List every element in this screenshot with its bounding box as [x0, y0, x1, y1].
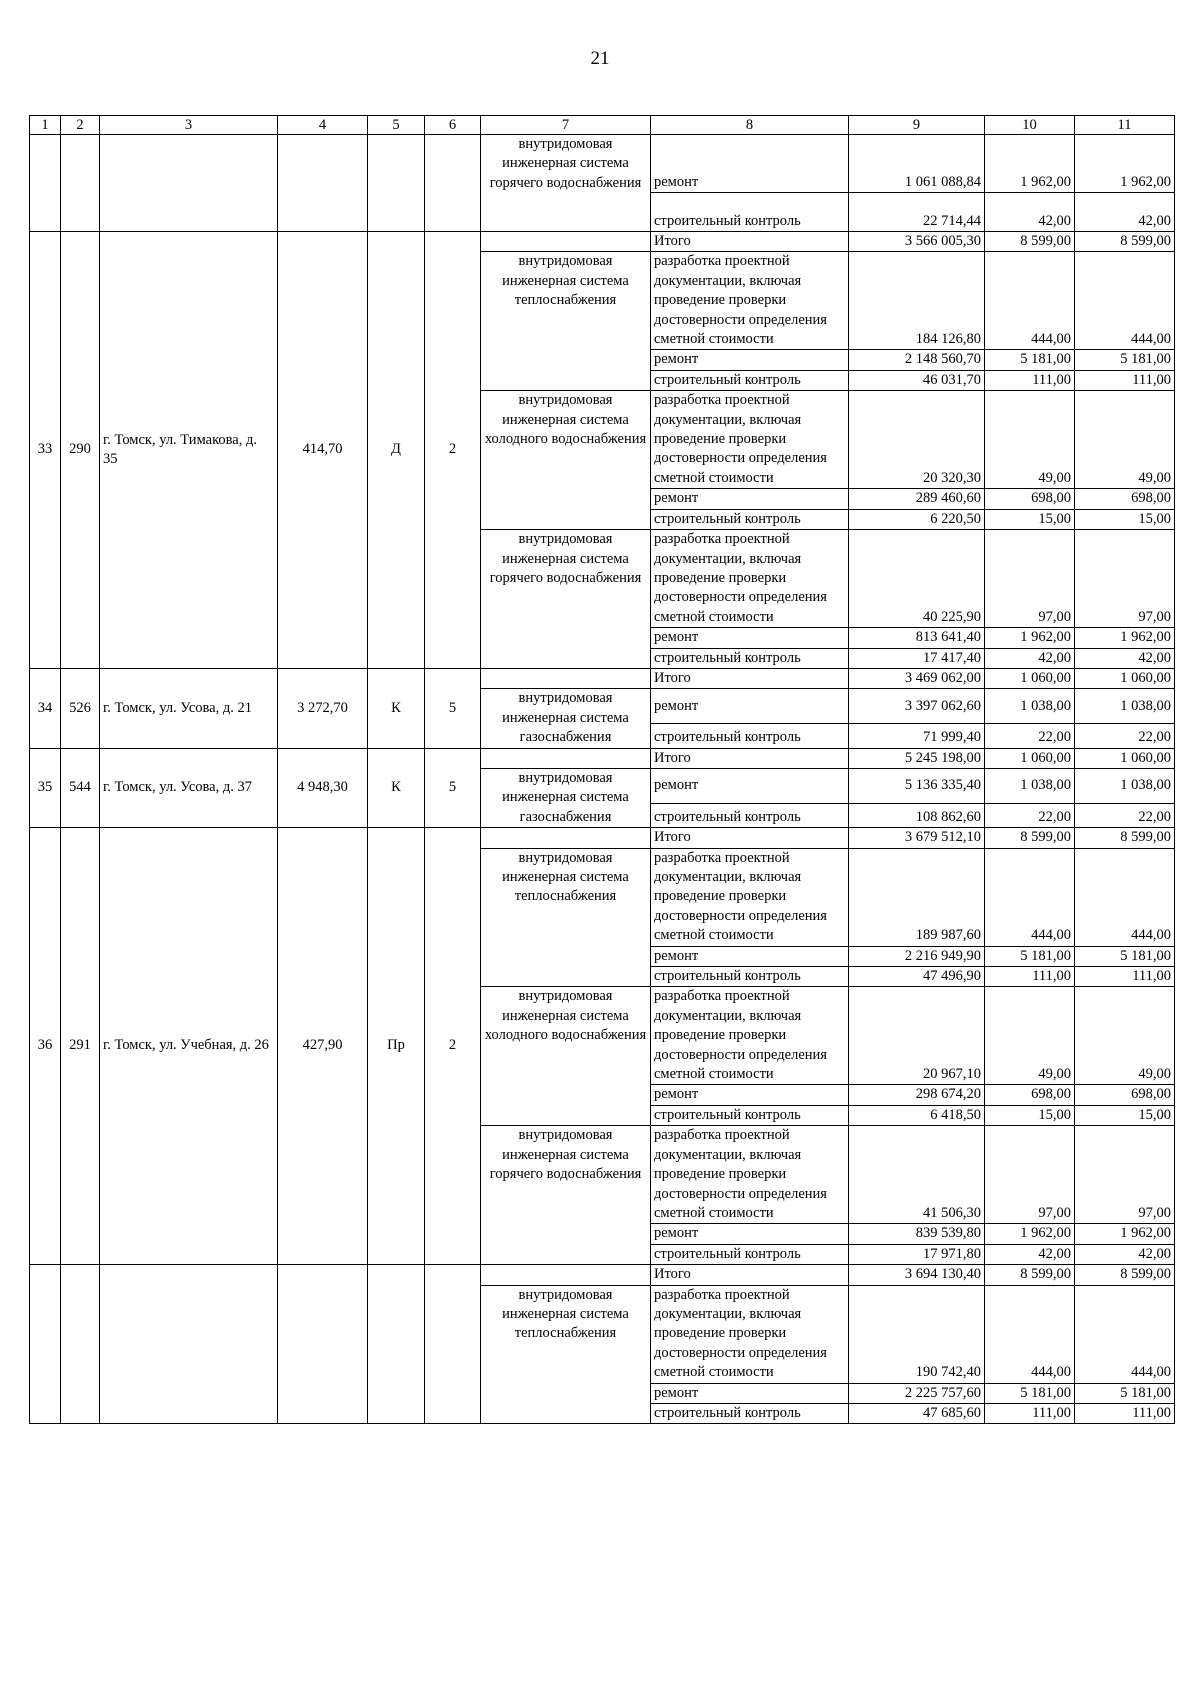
max-unit-cost-value: 15,00: [1075, 509, 1175, 529]
building-id: 291: [61, 828, 100, 1265]
max-unit-cost-value: 22,00: [1075, 803, 1175, 827]
max-unit-cost-value: 22,00: [1075, 724, 1175, 748]
unit-cost-value: 22,00: [985, 803, 1075, 827]
cost-value: 184 126,80: [849, 252, 985, 350]
cost-value: 6 418,50: [849, 1105, 985, 1125]
cost-value: 47 685,60: [849, 1403, 985, 1423]
total-unit-cost: 8 599,00: [985, 232, 1075, 252]
work-type: ремонт: [651, 350, 849, 370]
work-type: ремонт: [651, 1383, 849, 1403]
max-unit-cost-value: 5 181,00: [1075, 1383, 1175, 1403]
cost-value: 189 987,60: [849, 848, 985, 946]
unit-cost-value: 97,00: [985, 530, 1075, 628]
cost-value: 40 225,90: [849, 530, 985, 628]
unit-cost-value: 1 962,00: [985, 1224, 1075, 1244]
unit-cost-value: 1 038,00: [985, 768, 1075, 803]
building-type: Д: [368, 232, 425, 669]
max-unit-cost-value: 1 962,00: [1075, 628, 1175, 648]
cost-value: 46 031,70: [849, 370, 985, 390]
unit-cost-value: 1 962,00: [985, 135, 1075, 193]
max-unit-cost-value: 1 962,00: [1075, 135, 1175, 193]
unit-cost-value: 22,00: [985, 724, 1075, 748]
cost-value: 17 417,40: [849, 648, 985, 668]
max-unit-cost-value: 42,00: [1075, 1244, 1175, 1264]
total-cost: 3 694 130,40: [849, 1265, 985, 1285]
column-number: 4: [278, 116, 368, 135]
column-number: 11: [1075, 116, 1175, 135]
max-unit-cost-value: 111,00: [1075, 1403, 1175, 1423]
cost-value: 1 061 088,84: [849, 135, 985, 193]
cost-value: 71 999,40: [849, 724, 985, 748]
building-area: 414,70: [278, 232, 368, 669]
building-area: 3 272,70: [278, 668, 368, 748]
building-id: 526: [61, 668, 100, 748]
work-type: разработка проектной документации, включая проведение проверки достоверности определения сметной стоимости: [651, 848, 849, 946]
max-unit-cost-value: 5 181,00: [1075, 946, 1175, 966]
system-name: внутридомовая инженерная система горячего водоснабжения: [481, 530, 651, 669]
building-type: К: [368, 748, 425, 828]
work-type: разработка проектной документации, включая проведение проверки достоверности определения сметной стоимости: [651, 530, 849, 628]
cost-value: 22 714,44: [849, 193, 985, 232]
building-address: г. Томск, ул. Усова, д. 21: [100, 668, 278, 748]
unit-cost-value: 42,00: [985, 648, 1075, 668]
building-floors: 2: [425, 828, 481, 1265]
max-unit-cost-value: 42,00: [1075, 648, 1175, 668]
system-name: внутридомовая инженерная система теплоснабжения: [481, 1285, 651, 1424]
unit-cost-value: 42,00: [985, 1244, 1075, 1264]
unit-cost-value: 1 038,00: [985, 689, 1075, 724]
max-unit-cost-value: 97,00: [1075, 1126, 1175, 1224]
table-row: [30, 668, 1175, 688]
work-type: ремонт: [651, 1085, 849, 1105]
row-number: 36: [30, 828, 61, 1265]
total-unit-cost: 8 599,00: [985, 1265, 1075, 1285]
system-name: внутридомовая инженерная система газоснабжения: [481, 768, 651, 827]
max-unit-cost-value: 42,00: [1075, 193, 1175, 232]
unit-cost-value: 698,00: [985, 1085, 1075, 1105]
work-type: строительный контроль: [651, 1244, 849, 1264]
unit-cost-value: 49,00: [985, 391, 1075, 489]
unit-cost-value: 111,00: [985, 370, 1075, 390]
cost-value: 5 136 335,40: [849, 768, 985, 803]
work-type: строительный контроль: [651, 967, 849, 987]
work-type: строительный контроль: [651, 509, 849, 529]
unit-cost-value: 698,00: [985, 489, 1075, 509]
max-unit-cost-value: 49,00: [1075, 987, 1175, 1085]
cost-value: 20 320,30: [849, 391, 985, 489]
max-unit-cost-value: 5 181,00: [1075, 350, 1175, 370]
building-floors: 5: [425, 668, 481, 748]
building-id: 544: [61, 748, 100, 828]
total-unit-cost: 8 599,00: [985, 828, 1075, 848]
total-label: Итого: [651, 232, 849, 252]
unit-cost-value: 1 962,00: [985, 628, 1075, 648]
unit-cost-value: 444,00: [985, 848, 1075, 946]
total-cost: 3 469 062,00: [849, 668, 985, 688]
page-number: 21: [590, 48, 610, 69]
unit-cost-value: 111,00: [985, 1403, 1075, 1423]
building-floors: 2: [425, 232, 481, 669]
cost-value: 108 862,60: [849, 803, 985, 827]
work-type: ремонт: [651, 1224, 849, 1244]
total-label: Итого: [651, 748, 849, 768]
table-row: [30, 1265, 1175, 1285]
work-type: строительный контроль: [651, 193, 849, 232]
cost-value: 2 225 757,60: [849, 1383, 985, 1403]
row-number: 34: [30, 668, 61, 748]
work-type: строительный контроль: [651, 648, 849, 668]
work-type: разработка проектной документации, включая проведение проверки достоверности определения сметной стоимости: [651, 391, 849, 489]
work-type: строительный контроль: [651, 1403, 849, 1423]
system-name: внутридомовая инженерная система холодного водоснабжения: [481, 987, 651, 1126]
cost-value: 17 971,80: [849, 1244, 985, 1264]
building-floors: 5: [425, 748, 481, 828]
unit-cost-value: 49,00: [985, 987, 1075, 1085]
cost-value: 6 220,50: [849, 509, 985, 529]
total-max-unit-cost: 1 060,00: [1075, 748, 1175, 768]
building-address: г. Томск, ул. Тимакова, д. 35: [100, 232, 278, 669]
max-unit-cost-value: 111,00: [1075, 967, 1175, 987]
repair-plan-table: [29, 115, 1175, 1424]
work-type: строительный контроль: [651, 1105, 849, 1125]
unit-cost-value: 42,00: [985, 193, 1075, 232]
unit-cost-value: 97,00: [985, 1126, 1075, 1224]
unit-cost-value: 15,00: [985, 1105, 1075, 1125]
work-type: ремонт: [651, 489, 849, 509]
total-unit-cost: 1 060,00: [985, 668, 1075, 688]
system-name: внутридомовая инженерная система газоснабжения: [481, 689, 651, 748]
building-type: К: [368, 668, 425, 748]
total-unit-cost: 1 060,00: [985, 748, 1075, 768]
building-address: г. Томск, ул. Учебная, д. 26: [100, 828, 278, 1265]
total-label: Итого: [651, 1265, 849, 1285]
column-number: 6: [425, 116, 481, 135]
work-type: строительный контроль: [651, 803, 849, 827]
total-max-unit-cost: 8 599,00: [1075, 828, 1175, 848]
column-number: 9: [849, 116, 985, 135]
system-name: внутридомовая инженерная система горячего водоснабжения: [481, 1126, 651, 1265]
column-number: 8: [651, 116, 849, 135]
row-number: 35: [30, 748, 61, 828]
max-unit-cost-value: 698,00: [1075, 489, 1175, 509]
column-number: 10: [985, 116, 1075, 135]
max-unit-cost-value: 15,00: [1075, 1105, 1175, 1125]
max-unit-cost-value: 49,00: [1075, 391, 1175, 489]
cost-value: 190 742,40: [849, 1285, 985, 1383]
cost-value: 298 674,20: [849, 1085, 985, 1105]
system-name: внутридомовая инженерная система горячего водоснабжения: [481, 135, 651, 232]
table-row: [30, 828, 1175, 848]
work-type: разработка проектной документации, включая проведение проверки достоверности определения сметной стоимости: [651, 1126, 849, 1224]
work-type: строительный контроль: [651, 724, 849, 748]
work-type: разработка проектной документации, включая проведение проверки достоверности определения сметной стоимости: [651, 252, 849, 350]
cost-value: 289 460,60: [849, 489, 985, 509]
row-number: 33: [30, 232, 61, 669]
total-max-unit-cost: 8 599,00: [1075, 232, 1175, 252]
column-number: 1: [30, 116, 61, 135]
cost-value: 47 496,90: [849, 967, 985, 987]
work-type: ремонт: [651, 689, 849, 724]
unit-cost-value: 5 181,00: [985, 350, 1075, 370]
cost-value: 2 216 949,90: [849, 946, 985, 966]
max-unit-cost-value: 1 962,00: [1075, 1224, 1175, 1244]
column-number: 3: [100, 116, 278, 135]
max-unit-cost-value: 1 038,00: [1075, 768, 1175, 803]
unit-cost-value: 444,00: [985, 252, 1075, 350]
column-number: 7: [481, 116, 651, 135]
total-max-unit-cost: 8 599,00: [1075, 1265, 1175, 1285]
building-address: г. Томск, ул. Усова, д. 37: [100, 748, 278, 828]
total-cost: 5 245 198,00: [849, 748, 985, 768]
column-number: 5: [368, 116, 425, 135]
cost-value: 3 397 062,60: [849, 689, 985, 724]
unit-cost-value: 111,00: [985, 967, 1075, 987]
cost-value: 2 148 560,70: [849, 350, 985, 370]
work-type: разработка проектной документации, включая проведение проверки достоверности определения сметной стоимости: [651, 987, 849, 1085]
table-row: [30, 748, 1175, 768]
work-type: строительный контроль: [651, 370, 849, 390]
work-type: ремонт: [651, 135, 849, 193]
cost-value: 20 967,10: [849, 987, 985, 1085]
unit-cost-value: 444,00: [985, 1285, 1075, 1383]
cost-value: 839 539,80: [849, 1224, 985, 1244]
building-area: 427,90: [278, 828, 368, 1265]
unit-cost-value: 5 181,00: [985, 1383, 1075, 1403]
max-unit-cost-value: 97,00: [1075, 530, 1175, 628]
total-cost: 3 566 005,30: [849, 232, 985, 252]
system-name: внутридомовая инженерная система теплоснабжения: [481, 252, 651, 391]
column-number: 2: [61, 116, 100, 135]
unit-cost-value: 15,00: [985, 509, 1075, 529]
column-number-row: [30, 116, 1175, 135]
total-label: Итого: [651, 828, 849, 848]
total-cost: 3 679 512,10: [849, 828, 985, 848]
max-unit-cost-value: 444,00: [1075, 848, 1175, 946]
total-label: Итого: [651, 668, 849, 688]
table-row: [30, 232, 1175, 252]
max-unit-cost-value: 444,00: [1075, 252, 1175, 350]
system-name: внутридомовая инженерная система теплоснабжения: [481, 848, 651, 987]
max-unit-cost-value: 444,00: [1075, 1285, 1175, 1383]
system-name: внутридомовая инженерная система холодного водоснабжения: [481, 391, 651, 530]
cost-value: 813 641,40: [849, 628, 985, 648]
cost-value: 41 506,30: [849, 1126, 985, 1224]
unit-cost-value: 5 181,00: [985, 946, 1075, 966]
work-type: ремонт: [651, 628, 849, 648]
building-id: 290: [61, 232, 100, 669]
work-type: разработка проектной документации, включая проведение проверки достоверности определения сметной стоимости: [651, 1285, 849, 1383]
max-unit-cost-value: 698,00: [1075, 1085, 1175, 1105]
building-type: Пр: [368, 828, 425, 1265]
max-unit-cost-value: 111,00: [1075, 370, 1175, 390]
max-unit-cost-value: 1 038,00: [1075, 689, 1175, 724]
total-max-unit-cost: 1 060,00: [1075, 668, 1175, 688]
work-type: ремонт: [651, 946, 849, 966]
building-area: 4 948,30: [278, 748, 368, 828]
work-type: ремонт: [651, 768, 849, 803]
table-row: [30, 135, 1175, 193]
